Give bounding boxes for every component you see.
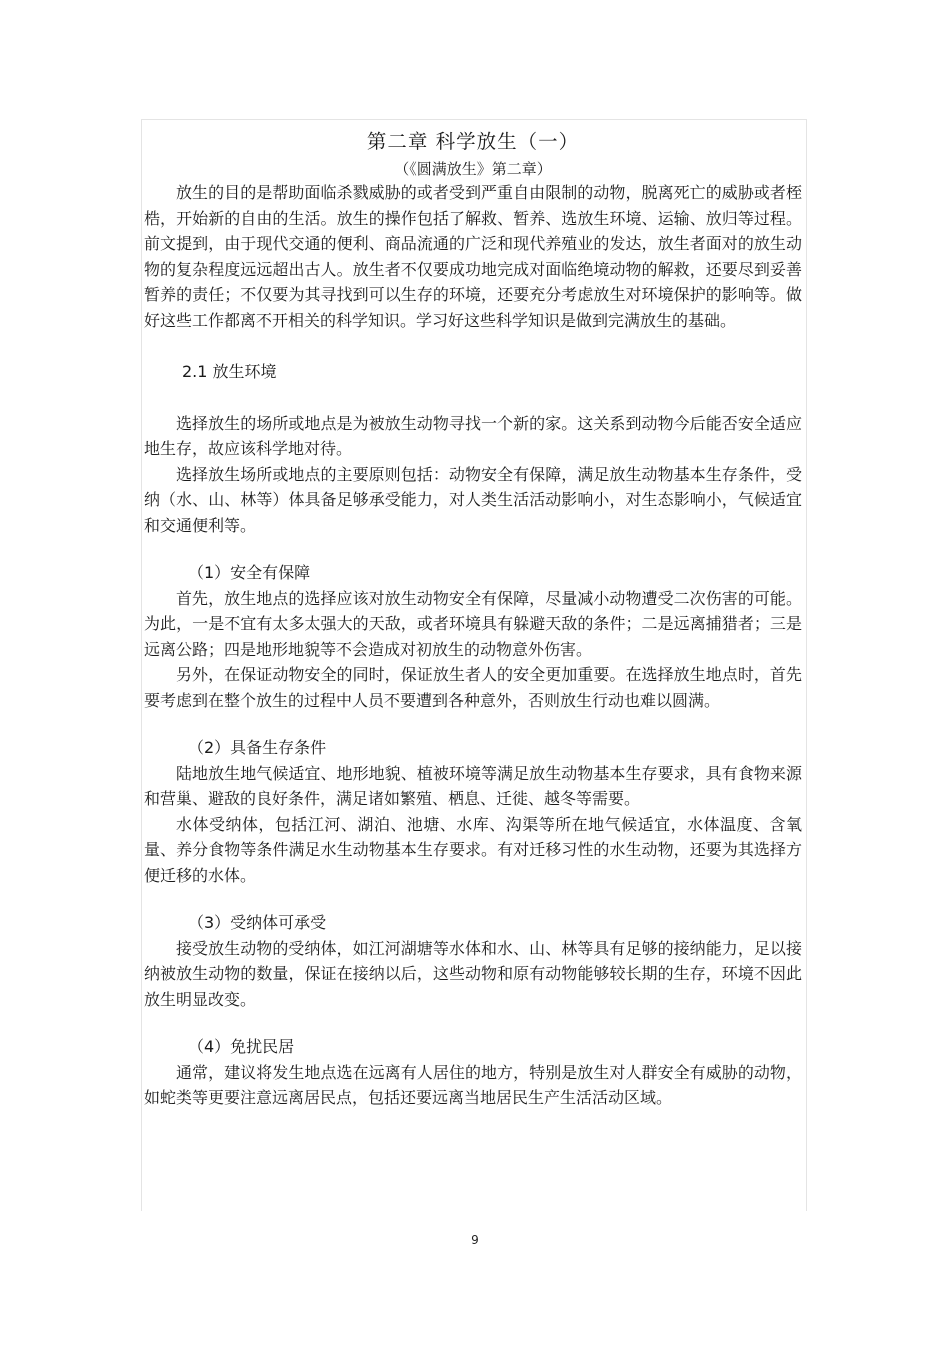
subsection-heading-safety: （1）安全有保障 xyxy=(188,563,311,582)
capacity-paragraph: 接受放生动物的受纳体，如江河湖塘等水体和水、山、林等具有足够的接纳能力，足以接纳被放生动物的数量，保证在接纳以后，这些动物和原有动物能够较长期的生存，环境不因此放生明显改变。 xyxy=(144,938,802,1009)
section-2-1-paragraph: 选择放生场所或地点的主要原则包括：动物安全有保障，满足放生动物基本生存条件，受纳（水、山、林等）体具备足够承受能力，对人类生活活动影响小，对生态影响小，气候适宜和交通便利等。 xyxy=(144,464,802,535)
section-2-1-paragraph: 选择放生的场所或地点是为被放生动物寻找一个新的家。这关系到动物今后能否安全适应地生存，故应该科学地对待。 xyxy=(144,413,802,458)
survival-paragraph: 水体受纳体，包括江河、湖泊、池塘、水库、沟渠等所在地气候适宜，水体温度、含氧量、养分食物等条件满足水生动物基本生存要求。有对迁移习性的水生动物，还要为其选择方便迁移的水体。 xyxy=(144,814,802,885)
page-number: 9 xyxy=(471,1233,479,1247)
safety-paragraph: 另外，在保证动物安全的同时，保证放生者人的安全更加重要。在选择放生地点时，首先要考虑到在整个放生的过程中人员不要遭到各种意外，否则放生行动也难以圆满。 xyxy=(144,665,802,710)
survival-paragraph: 陆地放生地气候适宜、地形地貌、植被环境等满足放生动物基本生存要求，具有食物来源和营巢、避敌的良好条件，满足诸如繁殖、栖息、迁徙、越冬等需要。 xyxy=(144,763,802,808)
subsection-heading-survival: （2）具备生存条件 xyxy=(188,738,327,757)
subsection-heading-capacity: （3）受纳体可承受 xyxy=(188,913,327,932)
section-heading-2-1: 2.1 放生环境 xyxy=(182,362,277,381)
document-body xyxy=(144,128,802,1211)
intro-paragraph: 放生的目的是帮助面临杀戮威胁的或者受到严重自由限制的动物，脱离死亡的威胁或者桎梏，开始新的自由的生活。放生的操作包括了解救、暂养、选放生环境、运输、放归等过程。前文提到，由于现代交通的便利、商品流通的广泛和现代养殖业的发达，放生者面对的放生动物的复杂程度远远超出古人。放生者不仅要成功地完成对面临绝境动物的解救，还要尽到妥善暂养的责任；不仅要为其寻找到可以生存的环境，还要充分考虑放生对环境保护的影响等。做好这些工作都离不开相关的科学知识。学习好这些科学知识是做到完满放生的基础。 xyxy=(144,183,802,330)
chapter-subtitle: （《圆满放生》第二章） xyxy=(394,160,552,178)
residents-paragraph: 通常，建议将发生地点选在远离有人居住的地方，特别是放生对人群安全有威胁的动物，如蛇类等更要注意远离居民点，包括还要远离当地居民生产生活活动区域。 xyxy=(144,1062,802,1107)
chapter-title: 第二章 科学放生（一） xyxy=(366,130,580,153)
subsection-heading-residents: （4）免扰民居 xyxy=(188,1037,295,1056)
safety-paragraph: 首先，放生地点的选择应该对放生动物安全有保障，尽量减小动物遭受二次伤害的可能。为此，一是不宜有太多太强大的天敌，或者环境具有躲避天敌的条件；二是远离捕猎者；三是远离公路；四是地形地貌等不会造成对初放生的动物意外伤害。 xyxy=(144,588,802,659)
